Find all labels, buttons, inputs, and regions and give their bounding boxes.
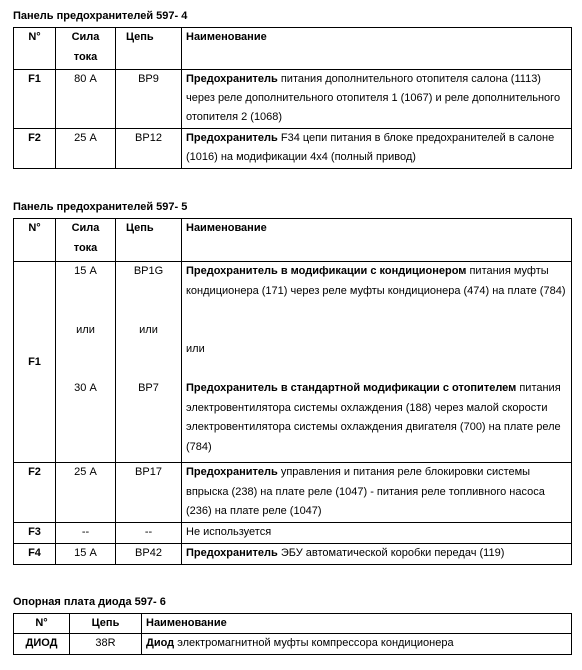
fuse-circuit: BP42	[116, 544, 182, 565]
table-header-row	[14, 614, 572, 634]
or-label: или	[76, 323, 95, 336]
diode-description	[142, 634, 572, 655]
description-option-a	[186, 262, 567, 340]
fuse-description	[182, 262, 572, 463]
table-row	[14, 129, 572, 169]
table-header-row	[14, 28, 572, 70]
fuse-circuit: BP17	[116, 463, 182, 523]
diode-id: ДИОД	[14, 634, 70, 655]
fuse-description-text: Не используется	[186, 526, 272, 538]
description-option-b	[186, 379, 567, 457]
fuse-current: 25 А	[56, 129, 116, 169]
fuse-description-bold: Предохранитель в стандартной модификации с отопителем	[186, 382, 517, 394]
fuse-id: F2	[14, 129, 56, 169]
header-current	[56, 219, 116, 262]
diode-description-bold: Диод	[146, 637, 175, 649]
panel5-table	[13, 218, 572, 565]
header-circuit: Цепь	[70, 614, 142, 634]
fuse-description-text: управления и питания реле блокировки системы впрыска (238) на плате реле (1047) - питания реле топливного насоса (236) на плате реле (1047)	[186, 466, 545, 517]
header-current-line1: Сила	[71, 222, 100, 234]
fuse-id: F4	[14, 544, 56, 565]
fuse-description	[182, 463, 572, 523]
or-label: или	[139, 323, 158, 336]
fuse-description-bold: Предохранитель	[186, 73, 278, 85]
fuse-description-bold: Предохранитель	[186, 466, 278, 478]
current-option-b: 30 А	[74, 382, 97, 394]
current-option-a: 15 А	[74, 265, 97, 277]
panel5-title: Панель предохранителей 597- 5	[13, 201, 188, 213]
fuse-description	[182, 70, 572, 129]
header-name: Наименование	[182, 28, 572, 70]
table-row	[14, 523, 572, 544]
or-label: или	[186, 343, 205, 355]
fuse-current	[56, 262, 116, 463]
table-row	[14, 634, 572, 655]
fuse-description-bold: Предохранитель	[186, 547, 278, 559]
header-name: Наименование	[182, 219, 572, 262]
plate6-table	[13, 613, 572, 655]
fuse-current: 15 А	[56, 544, 116, 565]
fuse-current: 80 А	[56, 70, 116, 129]
fuse-description-bold: Предохранитель	[186, 132, 278, 144]
fuse-description	[182, 523, 572, 544]
table-row	[14, 544, 572, 565]
fuse-description-text: питания электровентилятора системы охлаждения (188) через малой скорости электровентилятора системы охлаждения двигателя (700) на плате реле (784)	[186, 382, 561, 453]
table-header-row	[14, 219, 572, 262]
header-number: N°	[14, 614, 70, 634]
panel4-table	[13, 27, 572, 169]
fuse-id: F3	[14, 523, 56, 544]
header-circuit: Цепь	[116, 28, 182, 70]
table-row	[14, 262, 572, 463]
fuse-circuit: BP12	[116, 129, 182, 169]
plate6-title: Опорная плата диода 597- 6	[13, 596, 166, 608]
table-row	[14, 70, 572, 129]
fuse-circuit: BP9	[116, 70, 182, 129]
header-name: Наименование	[142, 614, 572, 634]
fuse-description	[182, 129, 572, 169]
fuse-description	[182, 544, 572, 565]
fuse-description-text: питания дополнительного отопителя салона (1113) через реле дополнительного отопителя 1 (1067) и реле дополнительного отопителя 2 (1068)	[186, 73, 561, 123]
fuse-id: F2	[14, 463, 56, 523]
diode-description-text: электромагнитной муфты компрессора кондиционера	[174, 637, 454, 649]
fuse-current: --	[56, 523, 116, 544]
fuse-id: F1	[14, 70, 56, 129]
header-circuit: Цепь	[116, 219, 182, 262]
fuse-id: F1	[14, 262, 56, 463]
fuse-description-bold: Предохранитель в модификации с кондиционером	[186, 265, 467, 277]
circuit-option-a: BP1G	[133, 265, 164, 277]
fuse-description-text: F34 цепи питания в блоке предохранителей в салоне (1016) на модификации 4x4 (полный привод)	[186, 132, 555, 163]
header-number: N°	[14, 28, 56, 70]
circuit-option-b: BP7	[138, 382, 159, 394]
header-current-line1: Сила	[71, 31, 100, 43]
table-row	[14, 463, 572, 523]
fuse-circuit: --	[116, 523, 182, 544]
header-current	[56, 28, 116, 70]
fuse-circuit	[116, 262, 182, 463]
header-current-line2: тока	[73, 50, 98, 63]
diode-circuit: 38R	[70, 634, 142, 655]
fuse-current: 25 А	[56, 463, 116, 523]
panel4-title: Панель предохранителей 597- 4	[13, 10, 188, 22]
header-number: N°	[14, 219, 56, 262]
fuse-description-text: питания муфты кондиционера (171) через реле муфты кондиционера (474) на плате (784)	[186, 265, 566, 297]
fuse-description-text: ЭБУ автоматической коробки передач (119)	[277, 547, 505, 559]
header-current-line2: тока	[73, 241, 98, 254]
